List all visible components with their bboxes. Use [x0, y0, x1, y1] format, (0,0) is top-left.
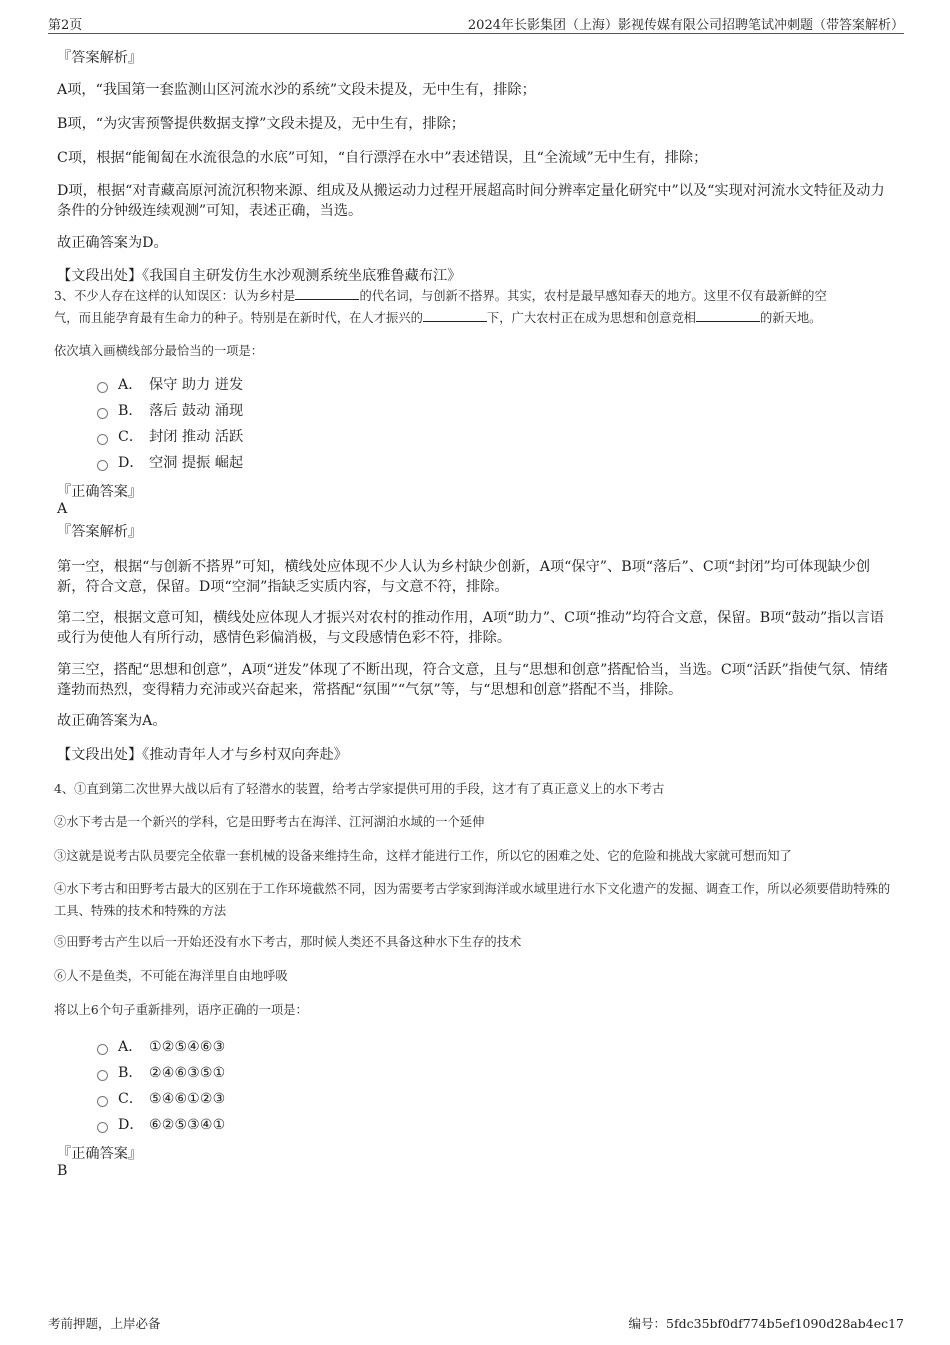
option-text: ⑥②⑤③④①	[149, 1117, 226, 1133]
option-letter: D．	[118, 1117, 144, 1133]
option-text: ②④⑥③⑤①	[149, 1065, 226, 1081]
stem-text: 的代名词，与创新不搭界。其实，农村是最早感知春天的地方。这里不仅有最新鲜的空	[359, 289, 827, 303]
option-letter: B．	[118, 1065, 143, 1081]
analysis-line-b: B项，“为灾害预警提供数据支撑”文段未提及，无中生有，排除；	[57, 116, 465, 132]
document-title: 2024年长影集团（上海）影视传媒有限公司招聘笔试冲刺题（带答案解析）	[467, 18, 904, 33]
source-citation: 【文段出处】《推动青年人才与乡村双向奔赴》	[57, 747, 348, 763]
analysis-label: 『答案解析』	[57, 524, 143, 540]
stem-text: 气，而且能孕育最有生命力的种子。特别是在新时代，在人才振兴的	[54, 311, 423, 325]
page-number: 第2页	[48, 18, 83, 33]
sentence-4: ④水下考古和田野考古最大的区别在于工作环境截然不同，因为需要考古学家到海洋或水域里进行水下文化遗产的发掘、调查工作，所以必须要借助特殊的工具、特殊的技术和特殊的方法	[54, 882, 891, 918]
fill-blank-2	[423, 308, 487, 322]
source-citation: 【文段出处】《我国自主研发仿生水沙观测系统坐底雅鲁藏布江》	[57, 268, 462, 284]
option-b[interactable]	[97, 401, 243, 421]
option-text: 空洞 提振 崛起	[149, 455, 244, 471]
option-a[interactable]	[97, 375, 243, 395]
sentence-6: ⑥人不是鱼类，不可能在海洋里自由地呼吸	[54, 969, 288, 983]
stem-text: 3、不少人存在这样的认知误区：认为乡村是	[54, 289, 296, 303]
sentence-5: ⑤田野考古产生以后一开始还没有水下考古，那时候人类还不具备这种水下生存的技术	[54, 935, 522, 949]
radio-icon[interactable]	[97, 382, 108, 393]
option-letter: C．	[118, 429, 144, 445]
analysis-conclusion: 故正确答案为D。	[57, 235, 168, 251]
correct-answer: B	[57, 1163, 68, 1179]
option-text: ⑤④⑥①②③	[149, 1091, 226, 1107]
question-stem-line-1	[54, 285, 827, 307]
option-a[interactable]	[97, 1037, 225, 1057]
option-d[interactable]	[97, 1115, 225, 1135]
header-divider	[48, 33, 904, 34]
option-text: ①②⑤④⑥③	[149, 1039, 226, 1055]
option-letter: D．	[118, 455, 144, 471]
stem-text: 的新天地。	[759, 311, 822, 325]
analysis-line-a: A项，“我国第一套监测山区河流水沙的系统”文段未提及，无中生有，排除；	[57, 82, 536, 98]
option-text: 保守 助力 迸发	[149, 377, 244, 393]
option-c[interactable]	[97, 427, 243, 447]
sentence-1: 4、①直到第二次世界大战以后有了轻潜水的装置，给考古学家提供可用的手段，这才有了真正意义上的水下考古	[54, 782, 665, 796]
option-b[interactable]	[97, 1063, 225, 1083]
option-letter: C．	[118, 1091, 144, 1107]
analysis-line-d: D项，根据“对青藏高原河流沉积物来源、组成及从搬运动力过程开展超高时间分辨率定量化研究中”以及“实现对河流水文特征及动力条件的分钟级连续观测”可知，表述正确，当选。	[57, 183, 885, 219]
analysis-blank-2: 第二空，根据文意可知，横线处应体现人才振兴对农村的推动作用，A项“助力”、C项“推动”均符合文意，保留。B项“鼓动”指以言语或行为使他人有所行动，感情色彩偏消极，与文段感情色彩不符，排除。	[57, 610, 884, 646]
radio-icon[interactable]	[97, 408, 108, 419]
analysis-label: 『答案解析』	[57, 50, 143, 66]
radio-icon[interactable]	[97, 1122, 108, 1133]
option-letter: B．	[118, 403, 143, 419]
document-id: 编号：5fdc35bf0df774b5ef1090d28ab4ec17	[628, 1316, 904, 1331]
radio-icon[interactable]	[97, 1096, 108, 1107]
radio-icon[interactable]	[97, 1070, 108, 1081]
correct-answer-label: 『正确答案』	[57, 1146, 143, 1162]
sentence-3: ③这就是说考古队员要完全依靠一套机械的设备来维持生命，这样才能进行工作，所以它的困难之处、它的危险和挑战大家就可想而知了	[54, 849, 792, 863]
fill-blank-1	[295, 286, 359, 300]
question-stem-line-2	[54, 307, 821, 329]
stem-text: 下，广大农村正在成为思想和创意竞相	[486, 311, 696, 325]
option-d[interactable]	[97, 453, 243, 473]
correct-answer: A	[57, 501, 68, 517]
analysis-blank-3: 第三空，搭配“思想和创意”，A项“迸发”体现了不断出现，符合文意，且与“思想和创意”搭配恰当，当选。C项“活跃”指使气氛、情绪蓬勃而热烈，变得精力充沛或兴奋起来，常搭配“氛围”“气氛”等，与“思想和创意”搭配不当，排除。	[57, 662, 889, 698]
question-prompt: 依次填入画横线部分最恰当的一项是：	[54, 344, 264, 358]
option-text: 封闭 推动 活跃	[149, 429, 244, 445]
option-letter: A．	[118, 1039, 143, 1055]
analysis-conclusion: 故正确答案为A。	[57, 713, 167, 729]
radio-icon[interactable]	[97, 460, 108, 471]
footer-slogan: 考前押题，上岸必备	[48, 1316, 161, 1331]
question-prompt: 将以上6个句子重新排列，语序正确的一项是：	[54, 1003, 308, 1017]
sentence-2: ②水下考古是一个新兴的学科，它是田野考古在海洋、江河湖泊水域的一个延伸	[54, 815, 485, 829]
option-letter: A．	[118, 377, 143, 393]
analysis-blank-1: 第一空，根据“与创新不搭界”可知，横线处应体现不少人认为乡村缺少创新，A项“保守”、B项“落后”、C项“封闭”均可体现缺少创新，符合文意，保留。D项“空洞”指缺乏实质内容，与文意不符，排除。	[57, 559, 871, 595]
fill-blank-3	[696, 308, 760, 322]
correct-answer-label: 『正确答案』	[57, 484, 143, 500]
option-text: 落后 鼓动 涌现	[149, 403, 244, 419]
radio-icon[interactable]	[97, 434, 108, 445]
analysis-line-c: C项，根据“能匍匐在水流很急的水底”可知，“自行漂浮在水中”表述错误，且“全流域”无中生有，排除；	[57, 150, 708, 166]
radio-icon[interactable]	[97, 1044, 108, 1055]
option-c[interactable]	[97, 1089, 225, 1109]
